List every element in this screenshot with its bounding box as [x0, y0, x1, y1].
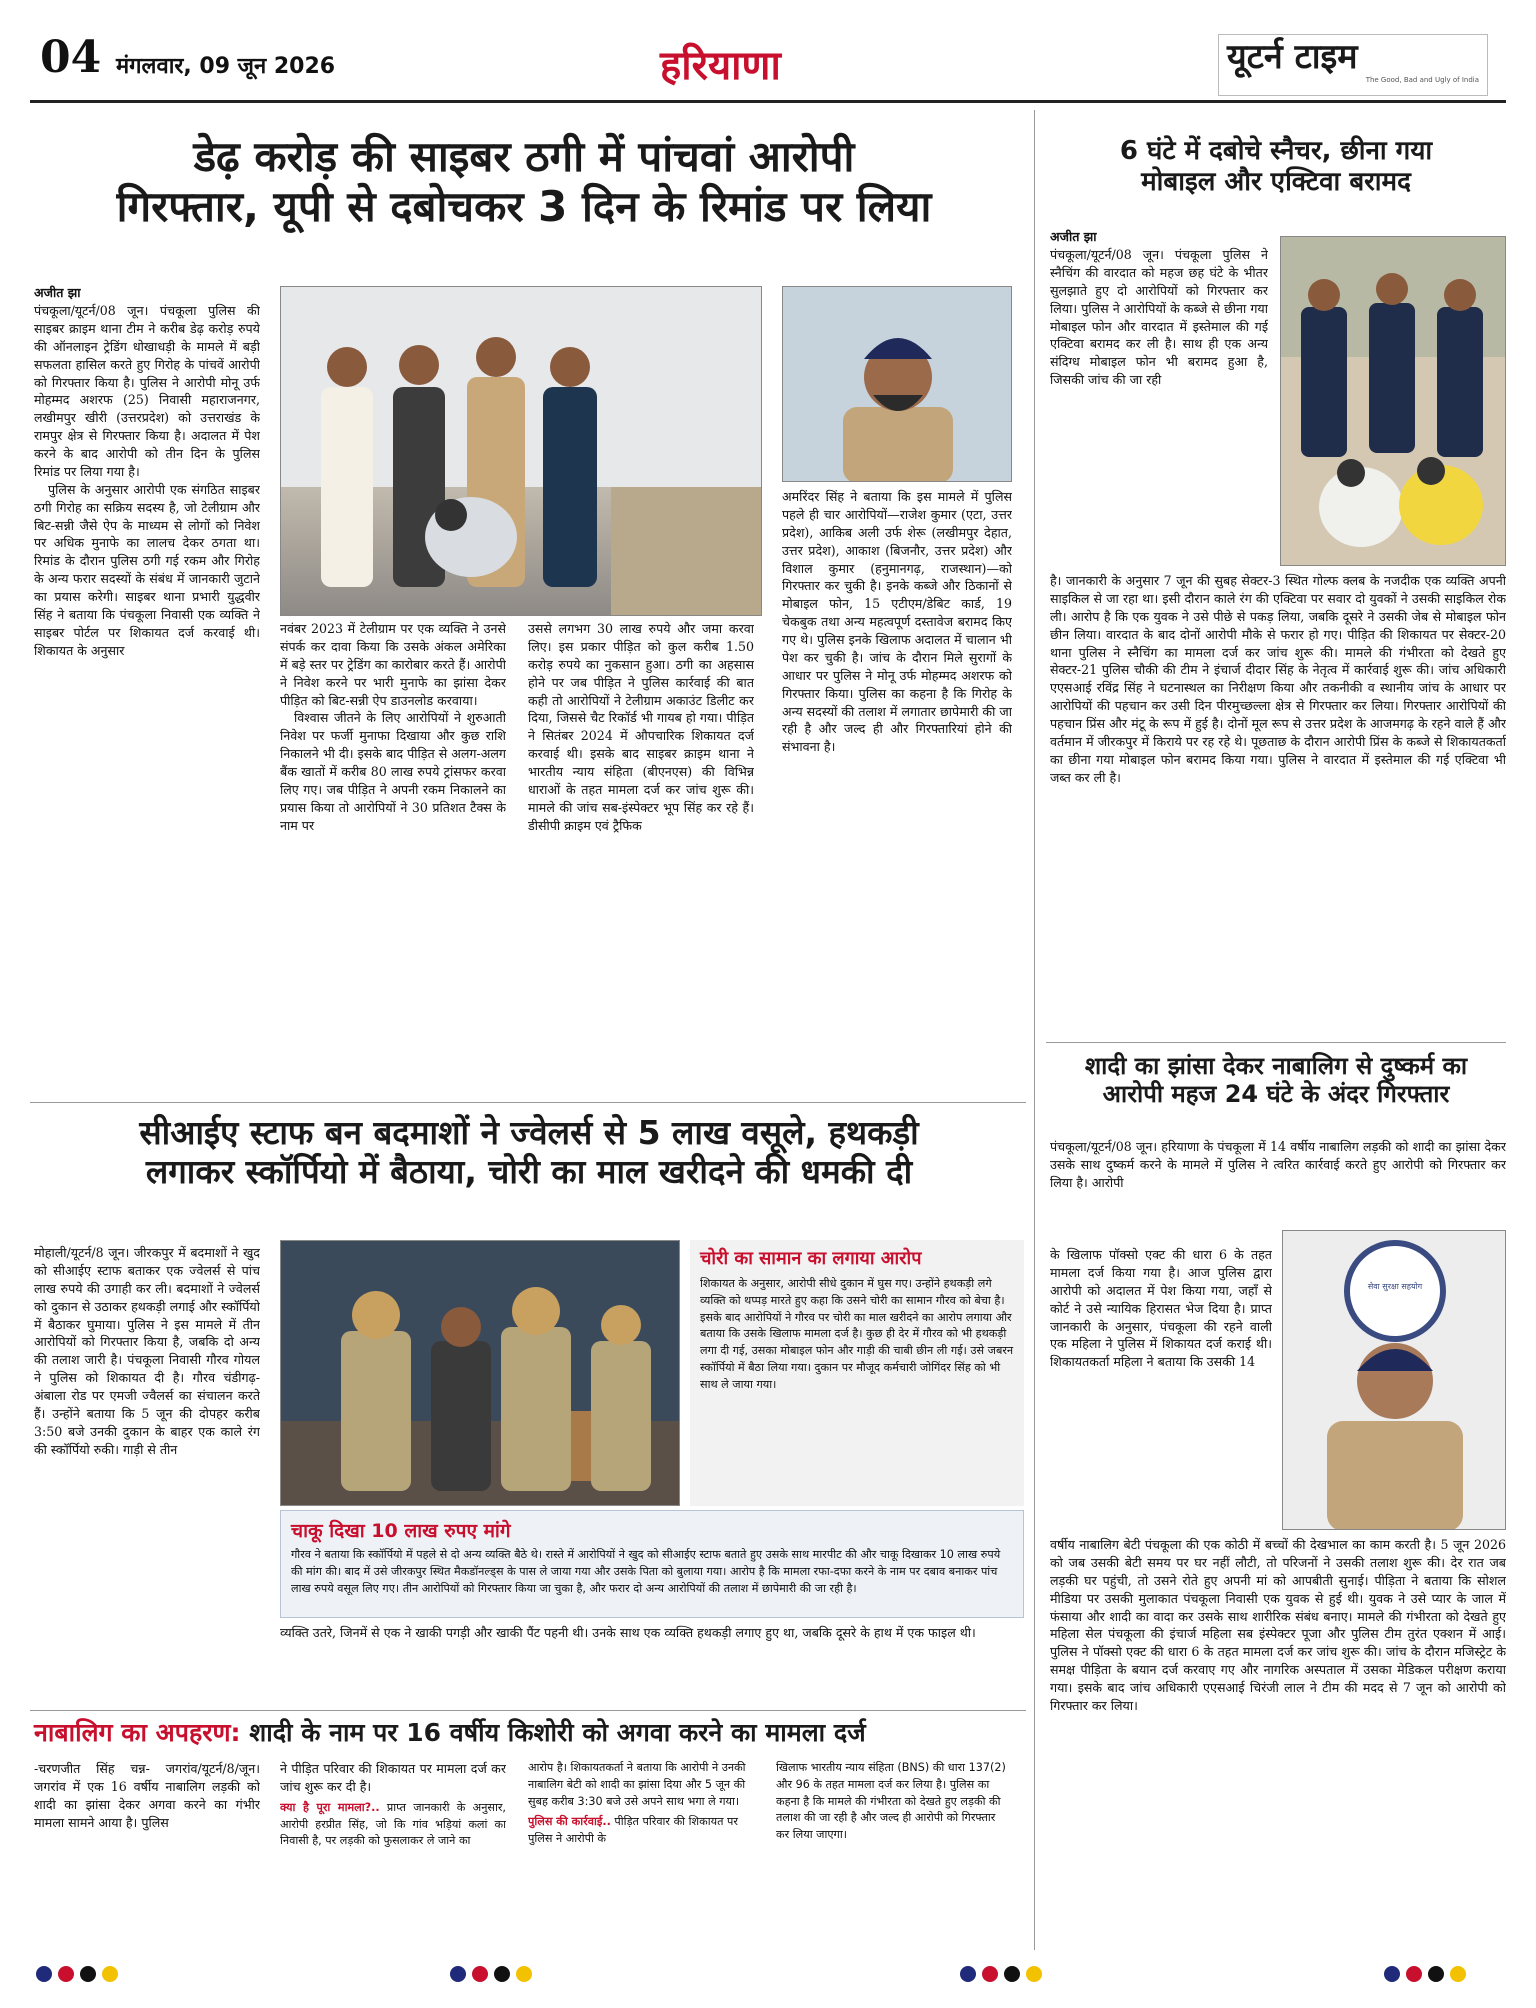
story5-col1: [34, 1760, 260, 1930]
story5-col1-para: -चरणजीत सिंह चन्न- जगरांव/यूटर्न/8/जून। जगरांव में एक 16 वर्षीय नाबालिग लड़की को शादी का झांसा देकर अगवा करने का गंभीर मामला सामने आया है। पुलिस: [34, 1761, 260, 1830]
story3-headline: [1046, 1052, 1506, 1109]
story2-col-top: [1050, 246, 1268, 574]
story3-col-bottom-para: वर्षीय नाबालिग बेटी पंचकूला की एक कोठी में बच्चों की देखभाल का काम करती है। 5 जून 2026 को जब उसकी बेटी समय पर घर नहीं लौटी, तो परिजनों ने उसकी तलाश शुरू की। देर रात जब लड़की घर पहुंची, तो उसने रोते हुए अपनी मां को आपबीती सुनाई। पीड़िता ने बताया कि सोशल मीडिया पर उसकी मुलाकात पंचकूला निवासी एक युवक से हुई थी। युवक ने उसे प्यार के जाल में फंसाया और शादी का वादा कर उसके साथ शारीरिक संबंध बनाए। मामले की गंभीरता को देखते हुए महिला सेल पंचकूला की इंचार्ज महिला सब इंस्पेक्टर पूजा और पुलिस टीम तुरंत एक्शन में आई। पुलिस ने पॉक्सो एक्ट की धारा 6 के तहत मामला दर्ज कर जांच शुरू की। जांच के दौरान मजिस्ट्रेट के समक्ष पीड़िता के बयान दर्ज करवाए गए और नागरिक अस्पताल में उसका मेडिकल परीक्षण कराया गया। इसके बाद जांच अधिकारी एएसआई चिरंजी लाल ने टीम की मदद से 7 जून को आरोपी को गिरफ्तार कर लिया।: [1050, 1537, 1506, 1713]
story-divider: [30, 1102, 1026, 1103]
story2-headline: [1046, 136, 1506, 197]
story-divider: [1046, 1042, 1506, 1043]
story4-box2-title: चाकू दिखा 10 लाख रुपए मांगे: [291, 1520, 511, 1542]
story5-col2: [280, 1760, 506, 1930]
story4-box2-text: गौरव ने बताया कि स्कॉर्पियो में पहले से दो अन्य व्यक्ति बैठे थे। रास्ते में आरोपियों ने खुद को सीआईए स्टाफ बताते हुए उसके साथ मारपीट की और चाकू दिखाकर 10 लाख रुपये की मांग की। बाद में उसे जीरकपुर स्थित मैकडॉनल्ड्स के पास ले जाया गया और उसके पिता को बुलाया गया। आरोप है कि मामला रफा-दफा करने के नाम पर दबाव बनाकर पांच लाख रुपये वसूल लिए गए। तीन आरोपियों को गिरफ्तार किया जा चुका है, और फरार दो अन्य आरोपियों की तलाश में छापेमारी की जा रही है।: [291, 1548, 1001, 1595]
story5-col2-kicker: क्या है पूरा मामला?..: [280, 1800, 380, 1814]
story3-col-top: [1050, 1138, 1506, 1244]
story3-headline-line2: आरोपी महज 24 घंटे के अंदर गिरफ्तार: [1102, 1080, 1450, 1109]
story5-headline-text: शादी के नाम पर 16 वर्षीय किशोरी को अगवा करने का मामला दर्ज: [249, 1718, 866, 1747]
story1-col4-para: अमरिंदर सिंह ने बताया कि इस मामले में पुलिस पहले ही चार आरोपियों—राजेश कुमार (एटा, उत्तर प्रदेश), आकिब अली उर्फ शेरू (लखीमपुर देहात, उत्तर प्रदेश), आकाश (बिजनौर, उत्तर प्रदेश) और विशाल कुमार (हनुमानगढ़, राजस्थान)—को गिरफ्तार कर चुकी है। इनके कब्जे और ठिकानों से मोबाइल फोन, 15 एटीएम/डेबिट कार्ड, 19 चेकबुक तथा अन्य महत्वपूर्ण दस्तावेज बरामद किए गए थे। पुलिस इनके खिलाफ अदालत में चालान भी पेश कर चुकी है। जांच के दौरान मिले सुरागों के आधार पर पुलिस ने मोनू उर्फ मोहम्मद अशरफ को गिरफ्तार किया। पुलिस का कहना है कि गिरोह के अन्य सदस्यों की तलाश में लगातार छापेमारी की जा रही है और जल्द ही और गिरफ्तारियां होने की संभावना है।: [782, 489, 1012, 755]
dot: [1026, 1966, 1042, 1982]
dot: [80, 1966, 96, 1982]
story5-col3-subpara: [528, 1814, 754, 1848]
story5-col3: [528, 1760, 754, 1930]
dot: [494, 1966, 510, 1982]
story5-col4: [776, 1760, 1012, 1930]
story1-col1-para1: पंचकूला/यूटर्न/08 जून। पंचकूला पुलिस की साइबर क्राइम थाना टीम ने करीब डेढ़ करोड़ रुपये की ऑनलाइन ट्रेडिंग धोखाधड़ी के मामले में बड़ी सफलता हासिल करते हुए गिरोह के पांचवें आरोपी को गिरफ्तार किया है। पुलिस ने आरोपी मोनू उर्फ मोहम्मद अशरफ (25) निवासी महाराजनगर, लखीमपुर खीरी (उत्तरप्रदेश) को उत्तराखंड के रामपुर क्षेत्र से गिरफ्तार किया है। अदालत में पेश करने के बाद आरोपी को तीन दिन के पुलिस रिमांड पर लिया गया है।: [34, 303, 260, 479]
story4-box1-text: शिकायत के अनुसार, आरोपी सीधे दुकान में घुस गए। उन्होंने हथकड़ी लगे व्यक्ति को थप्पड़ मारते हुए कहा कि उसने चोरी का सामान गौरव को बेचा है। इसके बाद आरोपियों ने गौरव पर चोरी का माल खरीदने का आरोप लगाया और बताया कि उसके खिलाफ मामला दर्ज है। कुछ ही देर में गौरव को भी हथकड़ी लगा दी गई, उसका मोबाइल फोन और गाड़ी की चाबी छीन ली गई। उसे जबरन स्कॉर्पियो में बैठा लिया गया। दुकान पर मौजूद कर्मचारी जोगिंदर सिंह को भी साथ ले जाया गया।: [700, 1277, 1014, 1391]
story4-tail-para: व्यक्ति उतरे, जिनमें से एक ने खाकी पगड़ी और खाकी पैंट पहनी थी। उनके साथ एक व्यक्ति हथकड़ी लगाए हुए था, जबकि दूसरे के हाथ में एक फाइल थी।: [280, 1625, 976, 1640]
brand-name: यूटर्न टाइम: [1227, 37, 1358, 77]
police-illustration-image: [281, 1241, 680, 1506]
story1-group-photo: [280, 286, 762, 616]
story2-photo: [1280, 236, 1506, 566]
story3-officer-photo: [1282, 1230, 1506, 1530]
story3-badge-text: सेवा सुरक्षा सहयोग: [1367, 1282, 1423, 1291]
story2-col-full-para: है। जानकारी के अनुसार 7 जून की सुबह सेक्टर-3 स्थित गोल्फ क्लब के नजदीक एक व्यक्ति अपनी साइकिल से जा रहा था। इसी दौरान काले रंग की एक्टिवा पर सवार दो युवकों ने उसकी साइकिल रोक ली। आरोप है कि एक युवक ने उसे पीछे से पकड़ लिया, जबकि दूसरे ने उसकी जेब से मोबाइल फोन छीन लिया। वारदात के बाद दोनों आरोपी मौके से फरार हो गए। पीड़ित की शिकायत पर सेक्टर-20 थाना पुलिस ने स्नैचिंग का मामला दर्ज कर जांच शुरू की। मामले की गंभीरता को देखते हुए सेक्टर-21 पुलिस चौकी की टीम ने इंचार्ज दीदार सिंह के नेतृत्व में कार्रवाई शुरू की। जांच अधिकारी एएसआई रविंद्र सिंह ने घटनास्थल का निरीक्षण किया और तकनीकी व स्थानीय जांच के आधार पर आरोपियों की पहचान कर उसी दिन पीरमुच्छल्ला क्षेत्र से गिरफ्तार कर लिया। गिरफ्तार आरोपियों की पहचान प्रिंस और मंटू के रूप में हुई है। दोनों मूल रूप से उत्तर प्रदेश के आजमगढ़ के रहने वाले हैं और वर्तमान में जीरकपुर में किराये पर रह रहे थे। पूछताछ के दौरान आरोपी प्रिंस के कब्जे से शिकायतकर्ता का छीना गया मोबाइल फोन बरामद किया गया। पुलिस ने वारदात में इस्तेमाल की गई एक्टिवा भी जब्त कर ली है।: [1050, 573, 1506, 785]
story1-col3: [528, 620, 754, 1092]
dot: [1004, 1966, 1020, 1982]
story1-col2-para2: विश्वास जीतने के लिए आरोपियों ने शुरुआती निवेश पर फर्जी मुनाफा दिखाया और कुछ राशि निकालने भी दी। इसके बाद पीड़ित से अलग-अलग बैंक खातों में करीब 80 लाख रुपये ट्रांसफर करवा लिए गए। जब पीड़ित ने अपनी रकम निकालने का प्रयास किया तो आरोपियों ने 30 प्रतिशत टैक्स के नाम पर: [280, 710, 506, 833]
story4-box1-title: चोरी का सामान का लगाया आरोप: [700, 1248, 922, 1269]
story5-col3-text: पीड़ित परिवार की शिकायत पर पुलिस ने आरोपी के: [528, 1815, 738, 1846]
story1-reporter: अजीत झा: [34, 285, 81, 300]
page-number: 04: [40, 32, 102, 83]
story1-col1: [34, 302, 260, 1092]
story5-headline: [34, 1718, 1024, 1748]
dot: [982, 1966, 998, 1982]
story4-headline: [34, 1114, 1024, 1192]
dot: [1428, 1966, 1444, 1982]
section-title: हरियाणा: [660, 43, 781, 89]
dot: [516, 1966, 532, 1982]
story1-headline-line1: डेढ़ करोड़ की साइबर ठगी में पांचवां आरोपी: [193, 132, 855, 181]
story-divider: [30, 1710, 1026, 1711]
story5-kicker: नाबालिग का अपहरण:: [34, 1718, 241, 1747]
story1-col3-para: उससे लगभग 30 लाख रुपये और जमा करवा लिए। इस प्रकार पीड़ित को कुल करीब 1.50 करोड़ रुपये का नुकसान हुआ। ठगी का अहसास होने पर जब पीड़ित ने पुलिस कार्रवाई की बात कही तो आरोपियों ने टेलीग्राम अकाउंट डिलीट कर दिया, जिससे चैट रिकॉर्ड भी गायब हो गया। पीड़ित ने सितंबर 2024 में औपचारिक शिकायत दर्ज करवाई थी। इसके बाद साइबर क्राइम थाना ने भारतीय न्याय संहिता (बीएनएस) की विभिन्न धाराओं के तहत मामला दर्ज कर जांच शुरू की। मामले की जांच सब-इंस्पेक्टर भूप सिंह कर रहे हैं। डीसीपी क्राइम एवं ट्रैफिक: [528, 621, 754, 833]
officer-portrait-image: [783, 287, 1012, 482]
story1-col1-para2: पुलिस के अनुसार आरोपी एक संगठित साइबर ठगी गिरोह का सक्रिय सदस्य है, जो टेलीग्राम और बिट-सन्नी जैसे ऐप के माध्यम से लोगों को निवेश पर अधिक मुनाफे का लालच देकर ठगता था। रिमांड के दौरान पुलिस ठगी गई रकम और गिरोह के अन्य फरार सदस्यों के संबंध में जानकारी जुटाने का प्रयास करेगी। साइबर थाना प्रभारी युद्धवीर सिंह ने बताया कि पंचकूला निवासी एक व्यक्ति ने साइबर पोर्टल पर शिकायत दर्ज करवाई थी। शिकायत के अनुसार: [34, 481, 260, 658]
dot: [472, 1966, 488, 1982]
story4-headline-line2: लगाकर स्कॉर्पियो में बैठाया, चोरी का माल खरीदने की धमकी दी: [145, 1151, 913, 1191]
dot: [102, 1966, 118, 1982]
issue-date: मंगलवार, 09 जून 2026: [116, 54, 336, 79]
dot: [960, 1966, 976, 1982]
story5-col2-text: प्राप्त जानकारी के अनुसार, आरोपी हरप्रीत सिंह, जो कि गांव भड़ियां कलां का निवासी है, पर लड़की को फुसलाकर ले जाने का: [280, 1800, 506, 1848]
dot: [1450, 1966, 1466, 1982]
story1-headline: [34, 132, 1014, 231]
story5-col3-kicker: पुलिस की कार्रवाई..: [528, 1815, 611, 1829]
story3-headline-line1: शादी का झांसा देकर नाबालिग से दुष्कर्म का: [1084, 1052, 1468, 1080]
story2-col-top-para: पंचकूला/यूटर्न/08 जून। पंचकूला पुलिस ने स्नैचिंग की वारदात को महज छह घंटे के भीतर सुलझाते हुए दो आरोपियों को गिरफ्तार कर लिया। पुलिस ने आरोपियों के कब्जे से छीना गया मोबाइल फोन और वारदात में इस्तेमाल की गई एक्टिवा बरामद कर ली है। साथ ही एक अन्य संदिग्ध मोबाइल फोन भी बरामद हुआ है, जिसकी जांच की जा रही: [1050, 247, 1268, 388]
story3-col-bottom: [1050, 1536, 1506, 1926]
footer-dots-left: [36, 1966, 118, 1982]
story4-illustration: [280, 1240, 680, 1506]
footer-dots-center-right: [960, 1966, 1042, 1982]
story2-reporter: अजीत झा: [1050, 229, 1097, 244]
story1-headline-line2: गिरफ्तार, यूपी से दबोचकर 3 दिन के रिमांड पर लिया: [116, 181, 932, 231]
footer-dots-center-left: [450, 1966, 532, 1982]
story5-col4-para: खिलाफ भारतीय न्याय संहिता (BNS) की धारा 137(2) और 96 के तहत मामला दर्ज कर लिया है। पुलिस का कहना है कि मामले की गंभीरता को देखते हुए लड़की की तलाश की जा रही है और जल्द ही आरोपी को गिरफ्तार कर लिया जाएगा।: [776, 1761, 1006, 1842]
story5-col2-subpara: [280, 1800, 506, 1850]
story3-col-mid-para: के खिलाफ पॉक्सो एक्ट की धारा 6 के तहत मामला दर्ज किया गया है। आज पुलिस द्वारा आरोपी को अदालत में पेश किया गया, जहाँ से कोर्ट ने उसे न्यायिक हिरासत भेज दिया है। प्राप्त जानकारी के अनुसार, पंचकूला की रहने वाली एक महिला ने पुलिस में शिकायत दर्ज कराई थी। शिकायतकर्ता महिला ने बताया कि उसकी 14: [1050, 1247, 1272, 1370]
police-arrest-image: [1281, 237, 1506, 566]
story1-officer-photo: [782, 286, 1012, 482]
story1-col2: [280, 620, 506, 1092]
brand-logo: [1218, 34, 1488, 96]
story4-box1: [690, 1240, 1024, 1506]
story4-headline-line1: सीआईए स्टाफ बन बदमाशों ने ज्वेलर्स से 5 लाख वसूले, हथकड़ी: [139, 1113, 919, 1152]
story2-col-full: [1050, 572, 1506, 1096]
dot: [36, 1966, 52, 1982]
column-divider: [1034, 110, 1035, 1950]
dot: [1384, 1966, 1400, 1982]
footer-dots-right: [1384, 1966, 1466, 1982]
police-group-image: [281, 287, 762, 616]
story2-headline-line1: 6 घंटे में दबोचे स्नैचर, छीना गया: [1119, 136, 1433, 166]
story3-col-mid: [1050, 1246, 1272, 1536]
story1-col4: [782, 488, 1012, 1092]
story2-headline-line2: मोबाइल और एक्टिवा बरामद: [1141, 166, 1411, 197]
story5-col3-para: आरोप है। शिकायतकर्ता ने बताया कि आरोपी ने उनकी नाबालिग बेटी को शादी का झांसा दिया और 5 जून की सुबह करीब 3:30 बजे उसे अपने साथ भगा ले गया।: [528, 1761, 746, 1808]
brand-tagline: The Good, Bad and Ugly of India: [1365, 76, 1479, 85]
woman-officer-image: [1283, 1231, 1506, 1530]
story4-col1: [34, 1244, 260, 1712]
story1-col2-para1: नवंबर 2023 में टेलीग्राम पर एक व्यक्ति ने उनसे संपर्क कर दावा किया कि उसके अंकल अमेरिका में बड़े स्तर पर ट्रेडिंग का कारोबार करते हैं। आरोपी ने निवेश करने पर भारी मुनाफे का झांसा देकर पीड़ित को बिट-सन्नी ऐप डाउनलोड करवाया।: [280, 621, 506, 708]
story3-col-top-para: पंचकूला/यूटर्न/08 जून। हरियाणा के पंचकूला में 14 वर्षीय नाबालिग लड़की को शादी का झांसा देकर उसके साथ दुष्कर्म करने के मामले में पुलिस ने त्वरित कार्रवाई करते हुए आरोपी को गिरफ्तार कर लिया है। आरोपी: [1050, 1139, 1506, 1190]
masthead-rule: [30, 100, 1506, 103]
dot: [1406, 1966, 1422, 1982]
story5-col2-para: ने पीड़ित परिवार की शिकायत पर मामला दर्ज कर जांच शुरू कर दी है।: [280, 1761, 506, 1794]
dot: [58, 1966, 74, 1982]
story4-box2: [280, 1510, 1024, 1618]
dot: [450, 1966, 466, 1982]
story4-col1-para: मोहाली/यूटर्न/8 जून। जीरकपुर में बदमाशों ने खुद को सीआईए स्टाफ बताकर एक ज्वेलर्स से पांच लाख रुपये की उगाही कर ली। बदमाशों ने ज्वेलर्स को दुकान से उठाकर हथकड़ी लगाई और स्कॉर्पियो में बैठाकर घुमाया। पुलिस ने इस मामले में तीन आरोपियों को गिरफ्तार किया है, जबकि दो अन्य की तलाश जारी है। पंचकूला निवासी गौरव गोयल ने पुलिस को शिकायत दी है। गौरव चंडीगढ़-अंबाला रोड पर एमजी ज्वैलर्स का संचालन करते हैं। उन्होंने बताया कि 5 जून की दोपहर करीब 3:50 बजे उनकी दुकान के बाहर एक काले रंग की स्कॉर्पियो रुकी। गाड़ी से तीन: [34, 1245, 260, 1457]
story4-tail: [280, 1624, 1024, 1684]
